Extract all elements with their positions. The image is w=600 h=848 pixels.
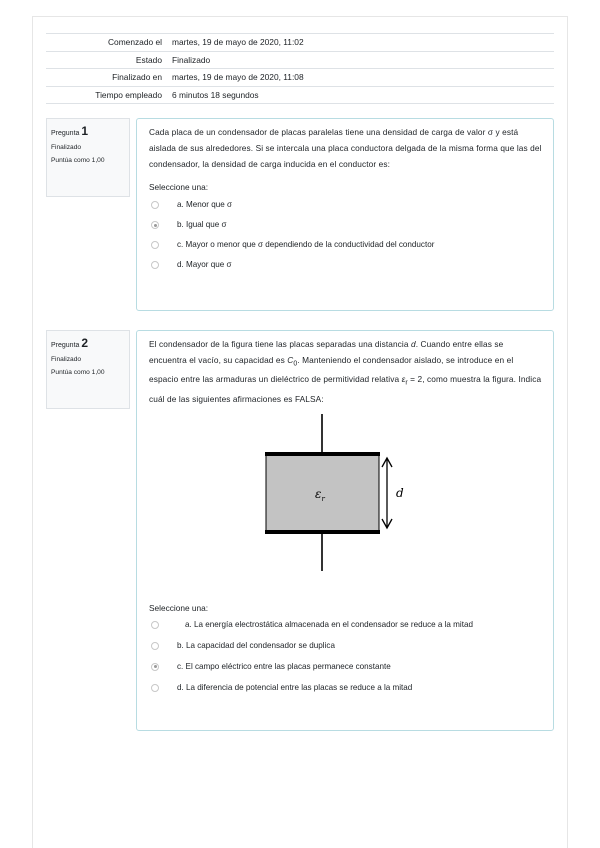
question-text	[137, 331, 553, 408]
question-label: Pregunta	[51, 342, 80, 349]
answer-list	[151, 618, 553, 695]
answer-text: a. La energía electrostática almacenada en el condensador se reduce a la mitad	[185, 619, 473, 629]
dielectric-label: $\varepsilon_r$	[315, 486, 325, 503]
question-1-content	[136, 118, 554, 311]
answer-text: d. La diferencia de potencial entre las placas se reduce a la mitad	[177, 682, 413, 692]
summary-value: Finalizado	[170, 51, 554, 69]
radio-button[interactable]	[151, 684, 159, 692]
answer-list	[151, 198, 553, 272]
question-state: Finalizado	[51, 144, 82, 151]
answer-option-c[interactable]	[151, 660, 553, 674]
question-1-info	[46, 118, 130, 197]
question-grade: Puntúa como 1,00	[51, 369, 105, 376]
question-text-part: = 2, como muestra la figura. Indica cuál de las siguientes afirmaciones es FALSA:	[149, 374, 542, 404]
question-number	[51, 336, 125, 350]
summary-label: Comenzado el	[46, 34, 170, 52]
answer-prompt: Seleccione una:	[149, 182, 209, 193]
radio-button[interactable]	[151, 241, 159, 249]
variable-d: d	[410, 339, 416, 349]
capacitor-figure	[137, 414, 555, 582]
variable-c: C	[287, 354, 294, 365]
answer-prompt: Seleccione una:	[149, 602, 209, 613]
answer-text: a. Menor que σ	[177, 200, 232, 210]
answer-option-b[interactable]	[151, 639, 553, 653]
answer-text: b. La capacidad del condensador se duplica	[177, 640, 335, 650]
summary-value: 6 minutos 18 segundos	[170, 86, 554, 104]
question-2-content	[136, 330, 554, 731]
distance-label: d	[396, 485, 404, 500]
lower-plate	[265, 530, 380, 534]
summary-row	[46, 51, 554, 69]
question-text: Cada placa de un condensador de placas paralelas tiene una densidad de carga de valor σ y está aislada de sus alrededores. Si se intercala una placa conductora delgada de la misma forma que las del condensador, la densidad de carga inducida en el conductor es:	[149, 127, 542, 169]
subscript-r: r	[405, 379, 408, 387]
question-text-part: El condensador de la figura tiene las placas separadas una distancia	[149, 339, 411, 349]
answer-text: d. Mayor que σ	[177, 260, 232, 270]
answer-option-d[interactable]	[151, 681, 553, 695]
answer-option-c[interactable]	[151, 238, 553, 252]
attempt-summary-table	[46, 33, 554, 104]
summary-label: Estado	[46, 51, 170, 69]
summary-value: martes, 19 de mayo de 2020, 11:08	[170, 69, 554, 87]
summary-row	[46, 34, 554, 52]
dielectric-block	[266, 455, 379, 531]
radio-button[interactable]	[151, 261, 159, 269]
radio-button[interactable]	[151, 221, 159, 229]
question-2-info	[46, 330, 130, 409]
summary-row	[46, 69, 554, 87]
question-grade: Puntúa como 1,00	[51, 157, 105, 164]
question-text-part: . Manteniendo el condensador aislado, se introduce en el espacio entre las armaduras un dieléctrico de permitividad relativa	[149, 354, 514, 385]
answer-option-a[interactable]	[151, 618, 553, 632]
answer-text: c. Mayor o menor que σ dependiendo de la conductividad del conductor	[177, 240, 435, 250]
variable-epsilon: ε	[401, 374, 406, 385]
radio-button[interactable]	[151, 201, 159, 209]
question-text-part: . Cuando entre ellas se encuentra el vacío, su capacidad es	[149, 339, 504, 365]
question-number-value: 2	[81, 336, 89, 350]
question-number-value: 1	[81, 124, 89, 138]
subscript-c: 0	[293, 360, 298, 368]
question-label: Pregunta	[51, 130, 80, 137]
answer-option-b[interactable]	[151, 218, 553, 232]
answer-option-d[interactable]	[151, 258, 553, 272]
radio-button[interactable]	[151, 642, 159, 650]
question-number	[51, 124, 125, 138]
radio-button[interactable]	[151, 621, 159, 629]
summary-value: martes, 19 de mayo de 2020, 11:02	[170, 34, 554, 52]
radio-button[interactable]	[151, 663, 159, 671]
answer-text: b. Igual que σ	[177, 220, 227, 230]
upper-plate	[265, 452, 380, 456]
answer-option-a[interactable]	[151, 198, 553, 212]
summary-label: Finalizado en	[46, 69, 170, 87]
question-state: Finalizado	[51, 356, 82, 363]
answer-text: c. El campo eléctrico entre las placas permanece constante	[177, 661, 391, 671]
summary-label: Tiempo empleado	[46, 86, 170, 104]
summary-row	[46, 86, 554, 104]
